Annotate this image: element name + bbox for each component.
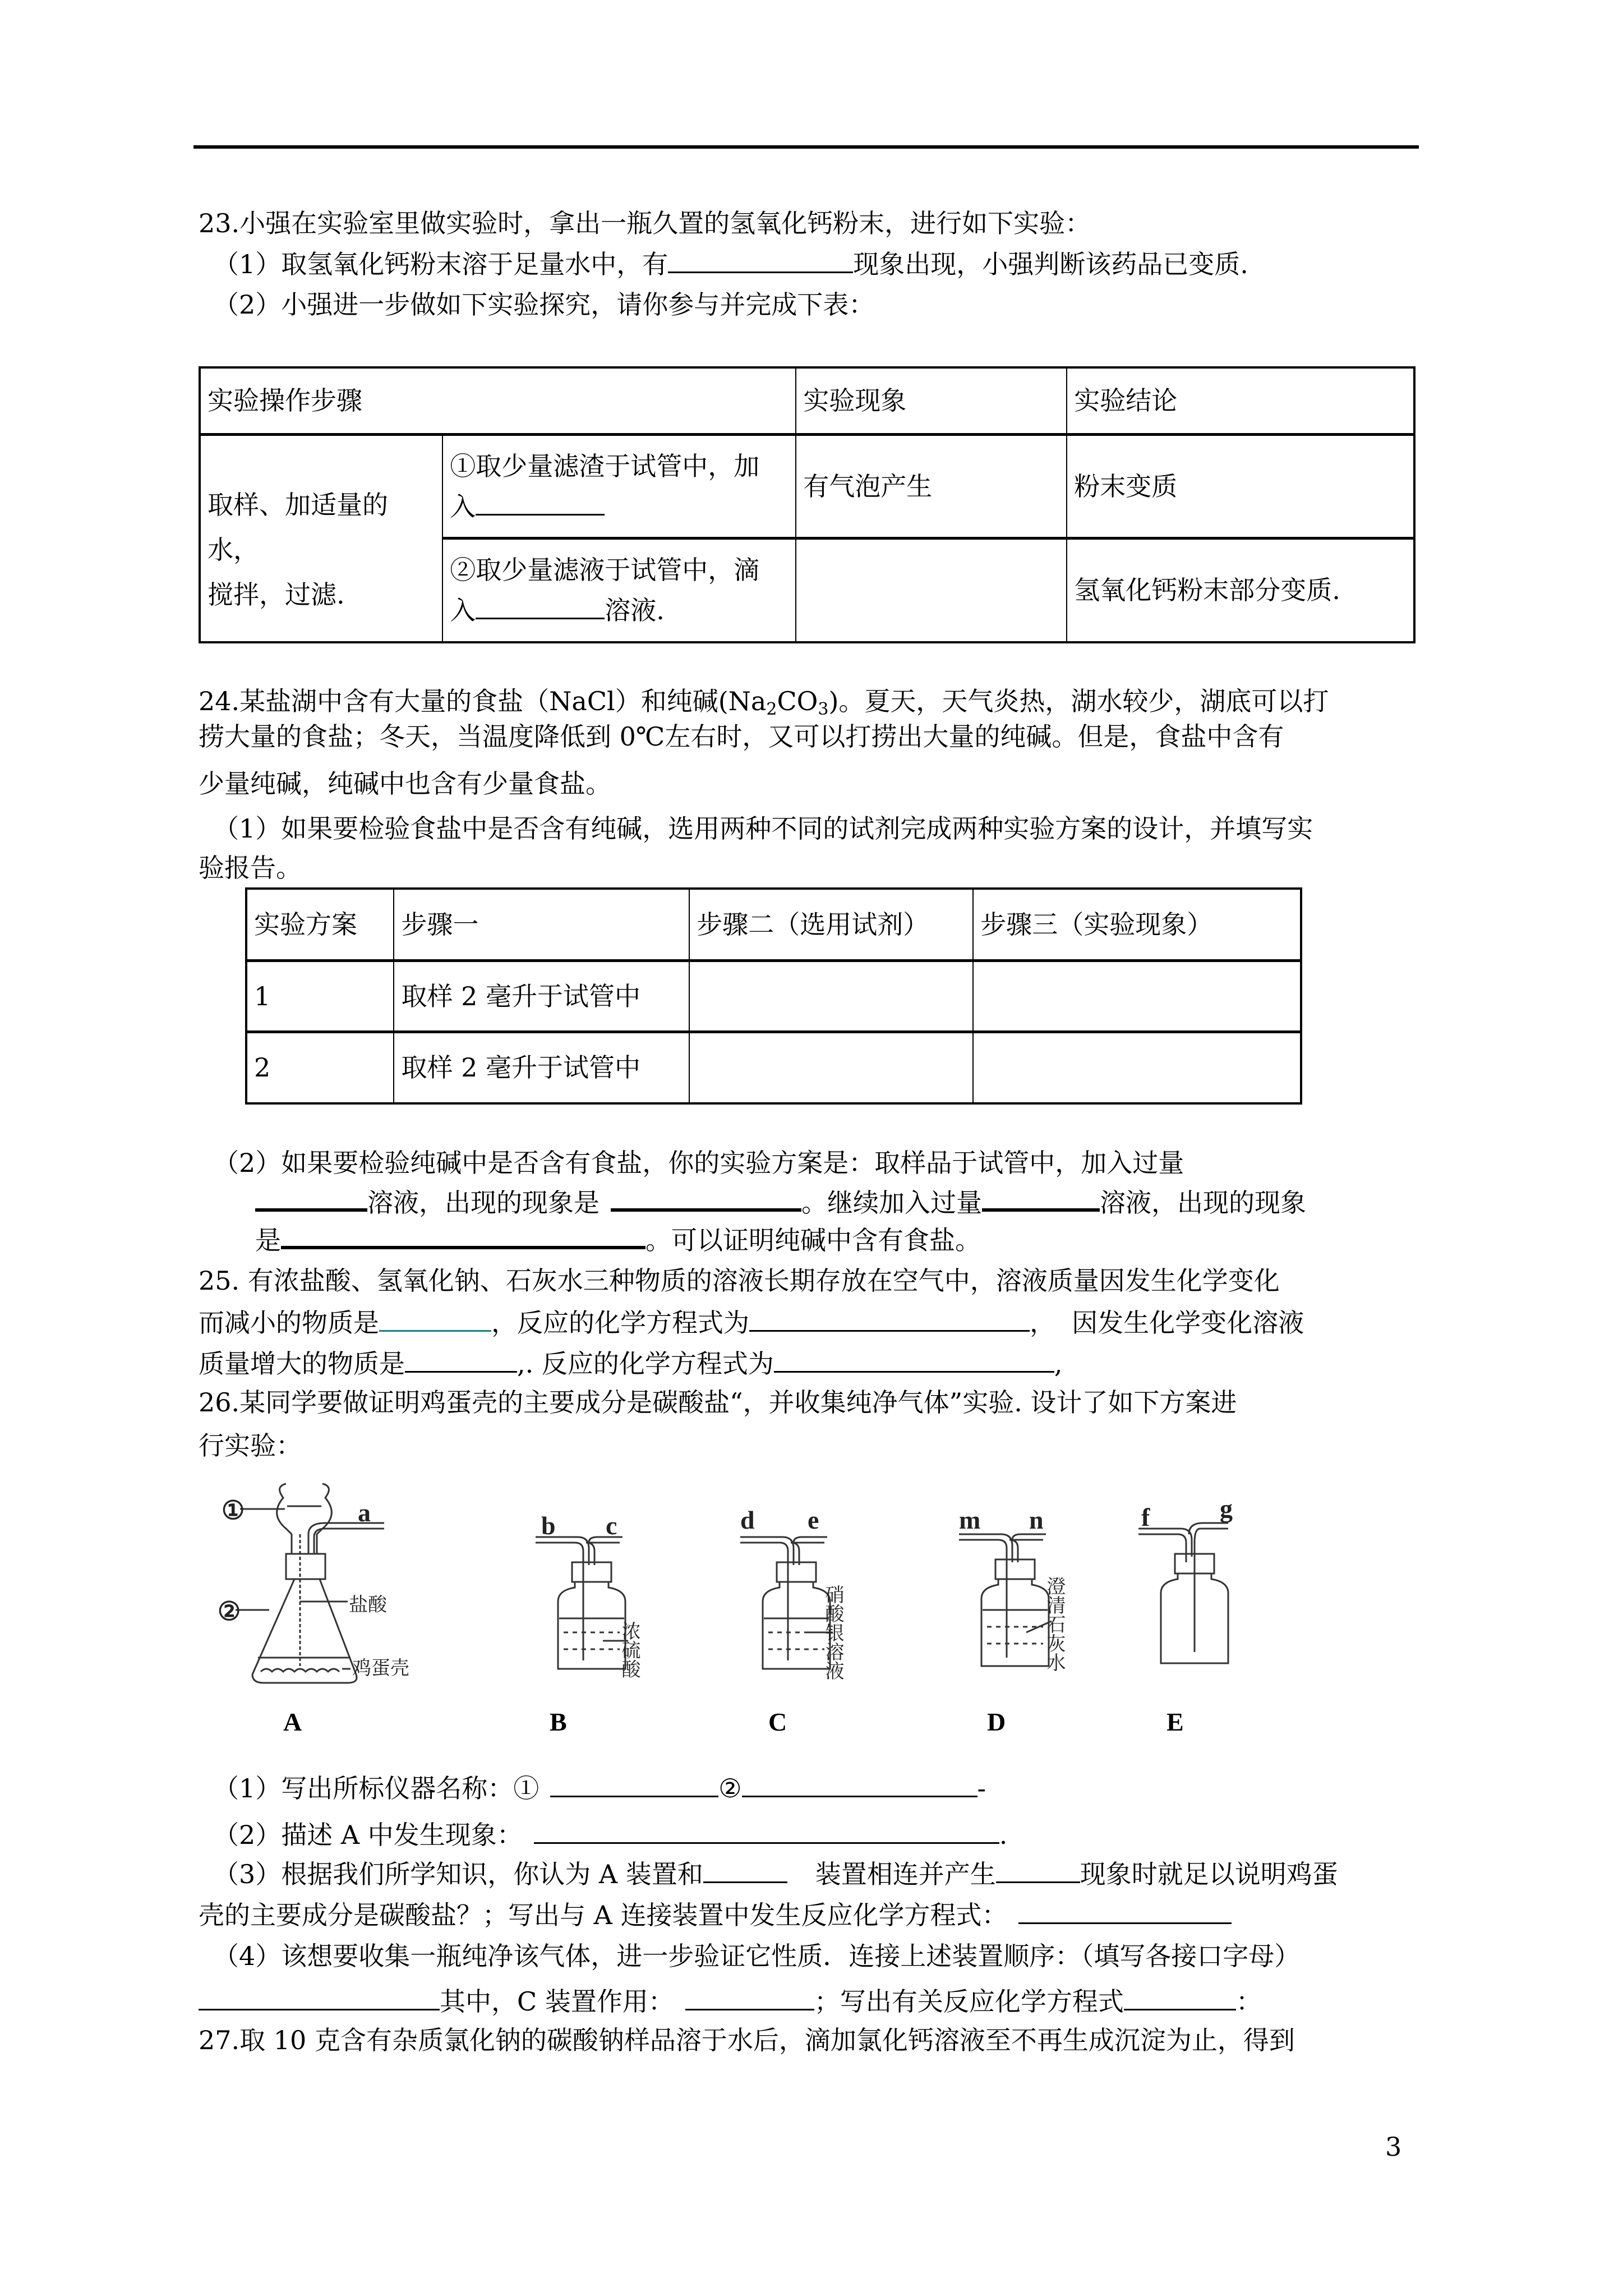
q23-step2-line1: ②取少量滤液于试管中，滴: [450, 555, 760, 586]
q25-text-d: 质量增大的物质是: [199, 1349, 405, 1379]
q23-table-header-row: [200, 367, 1414, 434]
q24-part2-text-d: 是: [255, 1225, 281, 1255]
label-b: B: [550, 1708, 567, 1736]
q24-line3: 少量纯碱，纯碱中也含有少量食盐。: [199, 769, 611, 799]
label-c: C: [768, 1708, 787, 1736]
q26-sub1-text-c: -: [977, 1773, 986, 1803]
q23-cell-step2: [442, 538, 796, 642]
q25-blank3[interactable]: [405, 1346, 517, 1373]
q24-part2-blank1[interactable]: [255, 1184, 367, 1212]
q26-sub1: [213, 1771, 986, 1805]
q26-sub2: [213, 1818, 1007, 1852]
q23-part1: [213, 247, 1248, 281]
q23-part1-blank[interactable]: [668, 247, 853, 273]
apparatus-d: [959, 1534, 1052, 1666]
q24-cell-step1: 取样 2 毫升于试管中: [394, 960, 689, 1032]
q26-sub4-blank1[interactable]: [199, 1984, 440, 2010]
q26-sub3-text-d: 壳的主要成分是碳酸盐？；写出与 A 连接装置中发生反应化学方程式：: [199, 1900, 1008, 1930]
q23-step1-line1: ①取少量滤渣于试管中，加: [450, 450, 760, 481]
q26-sub2-blank[interactable]: [534, 1818, 999, 1844]
port-n: n: [1029, 1506, 1044, 1534]
q24-table-row: [246, 1032, 1301, 1103]
q26-sub1-text-a: （1）写出所标仪器名称：①: [213, 1773, 540, 1803]
q26-sub3-blank1[interactable]: [703, 1857, 787, 1883]
q26-sub4-text-d: ：: [1235, 1986, 1262, 2017]
q24-part2-text-b: 。继续加入过量: [801, 1188, 982, 1218]
label-hydrochloric-acid: 盐酸: [349, 1594, 387, 1616]
callout-2: ②: [218, 1597, 241, 1626]
q23-part2: （2）小强进一步做如下实验探究，请你参与并完成下表：: [213, 289, 875, 320]
q23-part1-text-after: 现象出现，小强判断该药品已变质.: [853, 249, 1248, 279]
q26-sub4-text-c: ；写出有关反应化学方程式: [814, 1986, 1124, 2017]
q23-stem: 23.小强在实验室里做实验时，拿出一瓶久置的氢氧化钙粉末，进行如下实验：: [199, 208, 1091, 238]
header-rule: [193, 145, 1419, 149]
q24-header-step3: 步骤三（实验现象）: [973, 889, 1301, 960]
label-eggshell: 鸡蛋壳: [352, 1657, 409, 1680]
q23-part1-text: （1）取氢氧化钙粉末溶于足量水中，有: [213, 249, 668, 279]
apparatus-b: [536, 1537, 628, 1669]
q25-text-c: ， 因发生化学变化溶液: [1030, 1308, 1304, 1338]
q26-sub1-blank2[interactable]: [742, 1771, 978, 1797]
page-number: 3: [1385, 2132, 1402, 2162]
q25-line2: [199, 1305, 1304, 1340]
q26-sub3-text-a: （3）根据我们所学知识，你认为 A 装置和: [213, 1859, 703, 1889]
label-silver-nitrate: 硝酸银溶液: [822, 1585, 844, 1680]
q24-header-plan: 实验方案: [246, 889, 394, 960]
q24-sub3: 3: [818, 700, 829, 719]
q24-cell-step3[interactable]: [973, 960, 1301, 1032]
q26-sub3: [213, 1857, 1338, 1891]
q24-part2-text-e: 。可以证明纯碱中含有食盐。: [645, 1225, 981, 1255]
q23-header-phenomenon: 实验现象: [796, 367, 1067, 434]
label-a: A: [283, 1708, 302, 1736]
q24-sub2: 2: [766, 700, 777, 719]
q24-line1-c: )。夏天，天气炎热，湖水较少，湖底可以打: [828, 686, 1329, 716]
q23-step1-line2: [450, 486, 789, 527]
q25-text-b: ，反应的化学方程式为: [491, 1308, 749, 1338]
q24-cell-step3[interactable]: [973, 1032, 1301, 1103]
q24-table-header-row: [246, 889, 1301, 960]
port-d: d: [740, 1506, 755, 1534]
q23-cell-conclusion2: 氢氧化钙粉末部分变质.: [1067, 538, 1414, 642]
q23-table: [199, 366, 1415, 643]
q24-part2-text-c: 溶液，出现的现象: [1100, 1188, 1306, 1218]
q26-sub3-blank3[interactable]: [1018, 1898, 1232, 1924]
q24-part2-blank2[interactable]: [611, 1184, 801, 1212]
q25-text-e: ,. 反应的化学方程式为: [517, 1349, 774, 1379]
q24-table-row: [246, 960, 1301, 1032]
q26-sub1-text-b: ②: [718, 1773, 742, 1803]
port-a: a: [358, 1498, 371, 1527]
q23-step1-enter: 入: [450, 491, 476, 522]
q26-sub4-blank3[interactable]: [1124, 1984, 1236, 2010]
port-f: f: [1141, 1503, 1150, 1531]
q26-sub3-line2: [199, 1898, 1232, 1932]
q25-text-a: 而减小的物质是: [199, 1308, 379, 1338]
q24-cell-step2[interactable]: [689, 960, 973, 1032]
q26-line1: 26.某同学要做证明鸡蛋壳的主要成分是碳酸盐“，并收集纯净气体”实验. 设计了如下方案进: [199, 1387, 1237, 1418]
q24-cell-plan: 2: [246, 1032, 394, 1103]
q25-line3: [199, 1346, 1063, 1381]
q25-blank2[interactable]: [749, 1305, 1030, 1332]
q24-cell-plan: 1: [246, 960, 394, 1032]
q26-sub4-blank2[interactable]: [685, 1984, 814, 2010]
q24-table: [245, 887, 1302, 1105]
q23-cell-sampling-line1: 取样、加适量的水，: [208, 489, 388, 565]
q24-part2-line1: （2）如果要检验纯碱中是否含有食盐，你的实验方案是：取样品于试管中，加入过量: [213, 1148, 1184, 1178]
q23-header-conclusion: 实验结论: [1067, 367, 1414, 434]
q26-sub2-text-a: （2）描述 A 中发生现象：: [213, 1820, 523, 1850]
q26-sub3-text-b: 装置相连并产生: [815, 1859, 996, 1889]
q24-line1-a: 24.某盐湖中含有大量的食盐（NaCl）和纯碱(Na: [199, 686, 767, 716]
q24-header-step1: 步骤一: [394, 889, 689, 960]
q24-cell-step2[interactable]: [689, 1032, 973, 1103]
q26-sub4: （4）该想要收集一瓶纯净该气体，进一步验证它性质．连接上述装置顺序：（填写各接口字母）: [213, 1941, 1301, 1971]
apparatus-c: [740, 1537, 833, 1669]
q27-line1: 27.取 10 克含有杂质氯化钠的碳酸钠样品溶于水后，滴加氯化钙溶液至不再生成沉淀为止，得到: [199, 2025, 1295, 2055]
q24-part1-line1: （1）如果要检验食盐中是否含有纯碱，选用两种不同的试剂完成两种实验方案的设计，并填写实: [213, 813, 1313, 844]
q26-sub1-blank1[interactable]: [550, 1771, 718, 1797]
q24-part2-blank3[interactable]: [982, 1184, 1100, 1212]
q24-line1-b: CO: [777, 686, 818, 716]
q23-step2-blank[interactable]: [476, 595, 605, 619]
q26-sub4-line2: [199, 1984, 1262, 2018]
q26-sub3-blank2[interactable]: [996, 1857, 1080, 1883]
q23-table-row: [200, 434, 1414, 538]
port-c: c: [606, 1511, 617, 1540]
q24-part2-blank4[interactable]: [281, 1221, 645, 1249]
q26-sub3-text-c: 现象时就足以说明鸡蛋: [1080, 1859, 1338, 1889]
q24-part2-text-a: 溶液，出现的现象是: [367, 1188, 600, 1218]
q26-sub4-text-b: 其中，C 装置作用：: [440, 1986, 674, 2017]
label-e: E: [1166, 1708, 1184, 1736]
port-b: b: [541, 1511, 556, 1540]
q24-part2-line3: [255, 1221, 981, 1257]
port-m: m: [959, 1506, 981, 1534]
q24-part1-line2: 验报告。: [199, 853, 302, 883]
q23-cell-sampling-line2: 搅拌，过滤.: [208, 579, 345, 610]
q23-header-steps: 实验操作步骤: [200, 367, 796, 434]
q23-cell-step1: [442, 434, 796, 538]
label-d: D: [987, 1708, 1006, 1736]
q23-cell-phenomenon2[interactable]: [796, 538, 1067, 642]
callout-1: ①: [222, 1496, 245, 1525]
q23-cell-phenomenon1: 有气泡产生: [796, 434, 1067, 538]
q26-sub2-text-b: .: [999, 1820, 1008, 1850]
q24-header-step2: 步骤二（选用试剂）: [689, 889, 973, 960]
q24-line2: 捞大量的食盐；冬天，当温度降低到 0℃左右时，又可以打捞出大量的纯碱。但是，食盐中含有: [199, 721, 1284, 752]
q23-step2-enter: 入: [450, 595, 476, 626]
apparatus-e: [1138, 1523, 1228, 1663]
q23-step2-suffix: 溶液.: [605, 595, 665, 626]
q23-step1-blank[interactable]: [476, 491, 605, 516]
q26-line2: 行实验：: [199, 1430, 302, 1461]
label-conc-sulfuric-acid: 浓硫酸: [618, 1621, 640, 1678]
q23-cell-conclusion1: 粉末变质: [1067, 434, 1414, 538]
q25-text-f: ,: [1054, 1349, 1063, 1379]
q24-cell-step1: 取样 2 毫升于试管中: [394, 1032, 689, 1103]
q23-cell-sampling: [200, 434, 442, 642]
q25-blank1[interactable]: [379, 1305, 491, 1332]
apparatus-diagram: [213, 1481, 1279, 1761]
q25-blank4[interactable]: [774, 1346, 1054, 1373]
port-e: e: [808, 1506, 819, 1534]
q24-part2-line2: [255, 1184, 1306, 1220]
q25-line1: 25. 有浓盐酸、氢氧化钠、石灰水三种物质的溶液长期存放在空气中，溶液质量因发生化学变化: [199, 1266, 1280, 1296]
label-limewater: 澄清石灰水: [1043, 1576, 1066, 1672]
q23-step2-line2: [450, 590, 789, 631]
port-g: g: [1220, 1494, 1233, 1523]
